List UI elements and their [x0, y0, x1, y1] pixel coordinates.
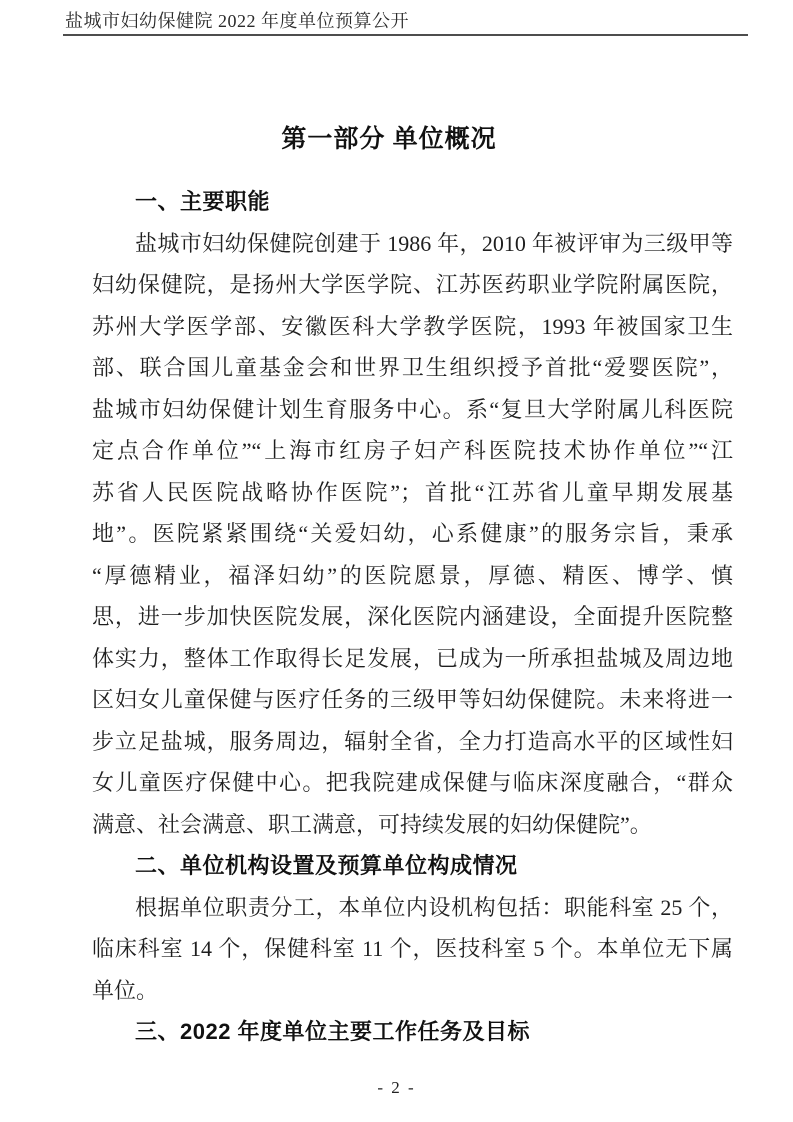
paragraph-line: 满意、社会满意、职工满意，可持续发展的妇幼保健院”。 [92, 811, 652, 837]
paragraph [92, 223, 733, 846]
paragraph-line: 苏州大学医学部、安徽医科大学教学医院，1993 年被国家卫生 [92, 313, 733, 339]
section-heading-3: 三、2022 年度单位主要工作任务及目标 [135, 1019, 531, 1044]
section-heading-1: 一、主要职能 [135, 189, 271, 214]
paragraph-line: 盐城市妇幼保健计划生育服务中心。系“复旦大学附属儿科医院 [92, 396, 733, 422]
paragraph-line: 步立足盐城，服务周边，辐射全省，全力打造高水平的区域性妇 [92, 728, 733, 754]
paragraph-line: 根据单位职责分工，本单位内设机构包括：职能科室 25 个， [135, 894, 733, 920]
section-heading-2: 二、单位机构设置及预算单位构成情况 [135, 853, 518, 878]
document-body [92, 0, 733, 1053]
header-title: 盐城市妇幼保健院 2022 年度单位预算公开 [65, 11, 409, 31]
paragraph-line: 思，进一步加快医院发展，深化医院内涵建设，全面提升医院整 [92, 604, 733, 629]
page-number: - 2 - [377, 1078, 416, 1097]
paragraph-line: 体实力，整体工作取得长足发展，已成为一所承担盐城及周边地 [92, 645, 733, 671]
paragraph-line: 女儿童医疗保健中心。把我院建成保健与临床深度融合，“群众 [92, 770, 733, 795]
paragraph-line: 临床科室 14 个，保健科室 11 个，医技科室 5 个。本单位无下属 [92, 936, 733, 961]
paragraph-line: 地”。医院紧紧围绕“关爱妇幼，心系健康”的服务宗旨，秉承 [92, 521, 733, 546]
page-title: 第一部分 单位概况 [281, 126, 497, 153]
paragraph-line: 妇幼保健院，是扬州大学医学院、江苏医药职业学院附属医院， [92, 272, 733, 297]
paragraph-line: 盐城市妇幼保健院创建于 1986 年，2010 年被评审为三级甲等 [135, 230, 733, 256]
section-main-functions [92, 181, 733, 845]
paragraph-line: “厚德精业，福泽妇幼”的医院愿景，厚德、精医、博学、慎 [92, 562, 733, 588]
section-work-tasks [92, 1011, 733, 1053]
paragraph-line: 定点合作单位”“上海市红房子妇产科医院技术协作单位”“江 [92, 438, 733, 463]
paragraph [92, 887, 733, 1012]
paragraph-line: 区妇女儿童保健与医疗任务的三级甲等妇幼保健院。未来将进一 [92, 687, 733, 712]
paragraph-line: 部、联合国儿童基金会和世界卫生组织授予首批“爱婴医院”， [92, 355, 734, 380]
paragraph-line: 苏省人民医院战略协作医院”；首批“江苏省儿童早期发展基 [92, 479, 733, 505]
paragraph-line: 单位。 [92, 977, 159, 1003]
section-org-structure [92, 845, 733, 1011]
